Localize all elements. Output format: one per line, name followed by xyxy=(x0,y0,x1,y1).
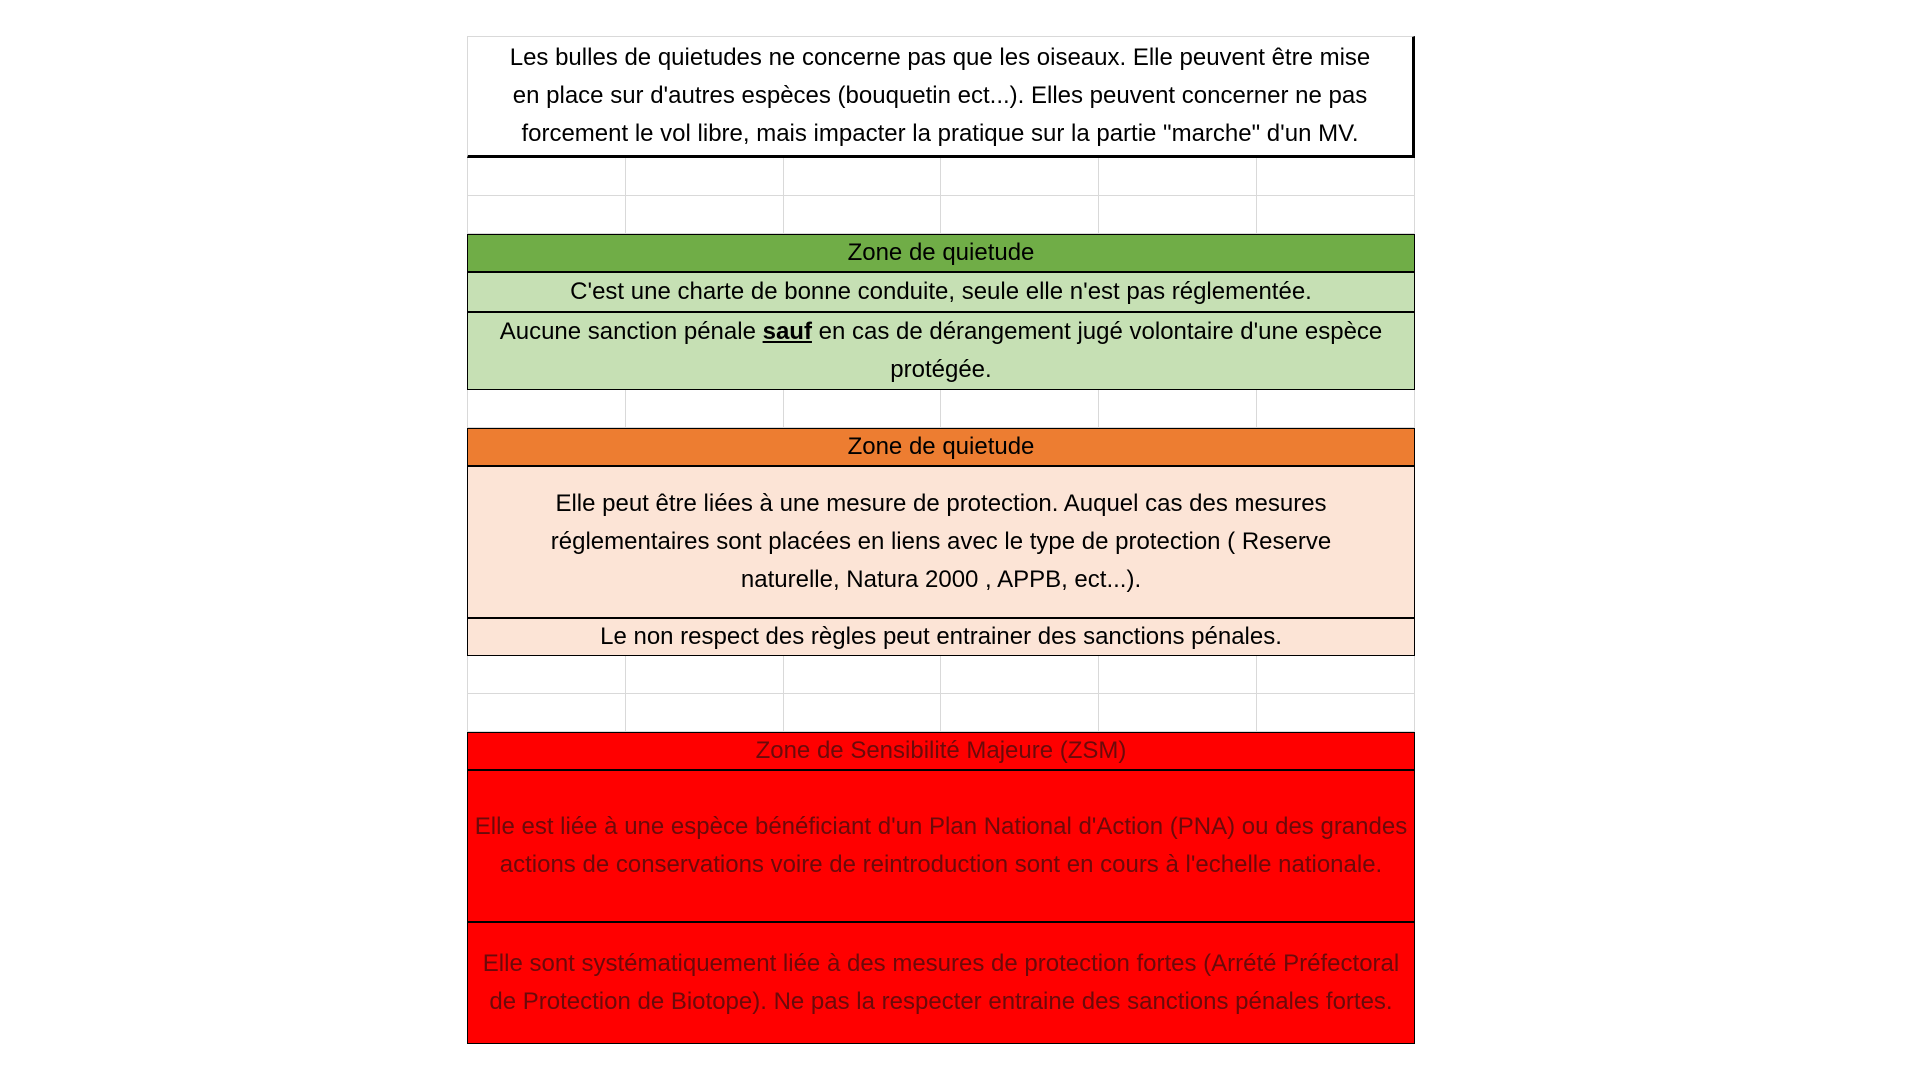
empty-row[interactable] xyxy=(467,694,1415,732)
note-line-3: forcement le vol libre, mais impacter la pratique sur la partie "marche" d'un MV. xyxy=(521,120,1359,147)
green-row-2-after: en cas de dérangement jugé volontaire d'une espèce protégée. xyxy=(811,318,1383,383)
green-zone-row-2-text xyxy=(474,313,1408,389)
orange-zone-row-2[interactable]: Le non respect des règles peut entrainer des sanctions pénales. xyxy=(467,618,1415,656)
green-row-2-before: Aucune sanction pénale xyxy=(499,318,763,345)
red-zone-row-2[interactable]: Elle sont systématiquement liée à des mesures de protection fortes (Arrété Préfectoral de Protection de Biotope). Ne pas la respecter entraine des sanctions pénales fortes. xyxy=(467,922,1415,1044)
note-cell[interactable] xyxy=(467,36,1415,158)
note-line-2: en place sur d'autres espèces (bouquetin ect...). Elles peuvent concerner ne pas xyxy=(512,82,1368,109)
green-row-2-emphasis: sauf xyxy=(762,318,812,345)
green-zone-row-2[interactable] xyxy=(467,312,1415,390)
green-zone-row-1[interactable]: C'est une charte de bonne conduite, seule elle n'est pas réglementée. xyxy=(467,272,1415,312)
empty-row[interactable] xyxy=(467,390,1415,428)
empty-row[interactable] xyxy=(467,158,1415,196)
note-line-1: Les bulles de quietudes ne concerne pas que les oiseaux. Elle peuvent être mise xyxy=(509,44,1371,71)
empty-row[interactable] xyxy=(467,656,1415,694)
orange-zone-title[interactable]: Zone de quietude xyxy=(467,428,1415,466)
red-zone-title[interactable]: Zone de Sensibilité Majeure (ZSM) xyxy=(467,732,1415,770)
red-zone-row-1[interactable]: Elle est liée à une espèce bénéficiant d'un Plan National d'Action (PNA) ou des grandes actions de conservations voire de reintroduction sont en cours à l'echelle nationale. xyxy=(467,770,1415,922)
empty-row[interactable] xyxy=(467,196,1415,234)
green-zone-title[interactable]: Zone de quietude xyxy=(467,234,1415,272)
orange-zone-row-1[interactable]: Elle peut être liées à une mesure de protection. Auquel cas des mesures réglementaires sont placées en liens avec le type de protection ( Reserve naturelle, Natura 2000 , APPB, ect...). xyxy=(467,466,1415,618)
